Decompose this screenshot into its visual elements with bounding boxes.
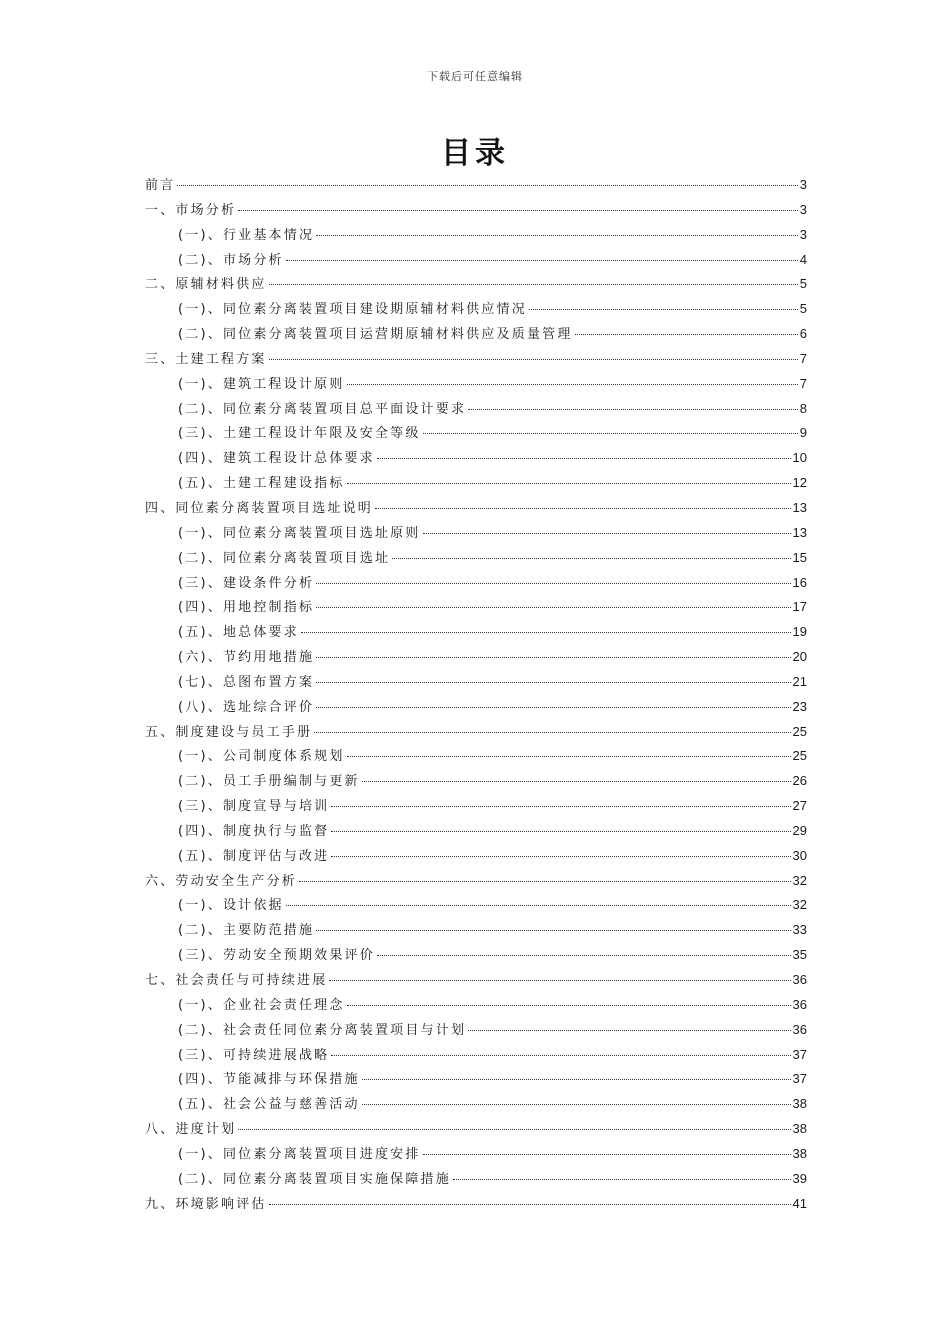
toc-page-number: 7 <box>799 375 807 391</box>
toc-page-number: 16 <box>792 574 807 590</box>
toc-dot-leader <box>347 756 791 757</box>
toc-page-number: 36 <box>792 972 807 987</box>
toc-entry[interactable] <box>145 224 807 249</box>
toc-dot-leader <box>316 607 790 608</box>
toc-entry-text: (一)、设计依据 <box>178 898 284 914</box>
toc-page-number: 9 <box>799 425 807 441</box>
toc-entry[interactable] <box>145 1019 807 1044</box>
toc-entry[interactable] <box>145 199 807 224</box>
toc-page-number: 36 <box>792 1021 807 1037</box>
toc-page-number: 27 <box>792 798 807 814</box>
toc-dot-leader <box>286 905 791 906</box>
header-note: 下载后可任意编辑 <box>427 70 523 83</box>
toc-entry[interactable] <box>145 671 807 696</box>
toc-dot-leader <box>316 657 790 658</box>
toc-dot-leader <box>392 558 790 559</box>
toc-dot-leader <box>362 1104 791 1105</box>
toc-page-number: 17 <box>792 599 807 615</box>
toc-entry[interactable] <box>145 770 807 795</box>
toc-entry[interactable] <box>145 572 807 597</box>
toc-entry-text: (五)、地总体要求 <box>178 625 299 641</box>
toc-entry[interactable] <box>145 721 807 746</box>
toc-page-number: 39 <box>792 1170 807 1186</box>
toc-entry-text: (二)、同位素分离装置项目运营期原辅材料供应及质量管理 <box>178 327 573 343</box>
toc-entry[interactable] <box>145 422 807 447</box>
toc-dot-leader <box>362 1079 791 1080</box>
toc-page-number: 37 <box>792 1071 807 1087</box>
toc-entry[interactable] <box>145 870 807 895</box>
toc-page-number: 38 <box>792 1145 807 1161</box>
toc-entry[interactable] <box>145 845 807 870</box>
toc-dot-leader <box>269 1204 791 1205</box>
toc-entry-text: (一)、企业社会责任理念 <box>178 997 345 1013</box>
toc-dot-leader <box>177 185 797 186</box>
toc-dot-leader <box>316 682 790 683</box>
toc-title: 目录 <box>441 136 509 171</box>
toc-entry[interactable] <box>145 1093 807 1118</box>
toc-dot-leader <box>299 881 791 882</box>
toc-page-number: 19 <box>792 624 807 640</box>
toc-entry-text: (三)、可持续进展战略 <box>178 1047 330 1063</box>
toc-page-number: 15 <box>792 549 807 565</box>
toc-page-number: 23 <box>792 698 807 714</box>
toc-dot-leader <box>529 309 798 310</box>
toc-entry[interactable] <box>145 298 807 323</box>
toc-page-number: 25 <box>792 723 807 739</box>
toc-dot-leader <box>238 1129 790 1130</box>
toc-dot-leader <box>314 732 790 733</box>
toc-entry-text: (二)、员工手册编制与更新 <box>178 774 360 790</box>
toc-entry[interactable] <box>145 547 807 572</box>
toc-page-number: 32 <box>792 897 807 913</box>
toc-entry-text: (五)、社会公益与慈善活动 <box>178 1097 360 1113</box>
toc-entry-text: (二)、同位素分离装置项目总平面设计要求 <box>178 401 467 417</box>
toc-page-number: 38 <box>792 1121 807 1137</box>
toc-entry[interactable] <box>145 1118 807 1143</box>
toc-page-number: 10 <box>792 450 807 466</box>
toc-page-number: 3 <box>799 226 807 242</box>
toc-dot-leader <box>269 284 798 285</box>
toc-entry[interactable] <box>145 894 807 919</box>
toc-entry[interactable] <box>145 174 807 199</box>
toc-entry[interactable] <box>145 919 807 944</box>
toc-page-number: 7 <box>799 350 807 366</box>
toc-entry[interactable] <box>145 447 807 472</box>
toc-entry-text: (三)、劳动安全预期效果评价 <box>178 948 375 964</box>
toc-entry-text: (二)、社会责任同位素分离装置项目与计划 <box>178 1022 467 1038</box>
toc-entry[interactable] <box>145 696 807 721</box>
toc-dot-leader <box>269 359 798 360</box>
toc-entry-text: (一)、公司制度体系规划 <box>178 749 345 765</box>
toc-page-number: 4 <box>799 251 807 267</box>
toc-entry[interactable] <box>145 373 807 398</box>
toc-entry-text: 九、环境影响评估 <box>145 1196 267 1212</box>
toc-entry-text: 八、进度计划 <box>145 1122 237 1138</box>
toc-entry-text: 四、同位素分离装置项目选址说明 <box>145 500 374 516</box>
toc-entry[interactable] <box>145 1143 807 1168</box>
toc-page-number: 38 <box>792 1096 807 1112</box>
toc-page-number: 26 <box>792 773 807 789</box>
table-of-contents <box>145 174 807 1217</box>
toc-page-number: 12 <box>792 475 807 491</box>
toc-entry[interactable] <box>145 522 807 547</box>
toc-dot-leader <box>316 583 790 584</box>
toc-page-number: 5 <box>799 301 807 317</box>
toc-entry-text: (一)、同位素分离装置项目建设期原辅材料供应情况 <box>178 302 527 318</box>
toc-dot-leader <box>575 334 798 335</box>
toc-entry-text: (三)、土建工程设计年限及安全等级 <box>178 426 421 442</box>
toc-entry-text: 七、社会责任与可持续进展 <box>145 973 328 988</box>
toc-entry-text: (二)、主要防范措施 <box>178 923 315 939</box>
toc-entry[interactable] <box>145 969 807 994</box>
toc-dot-leader <box>347 483 791 484</box>
toc-dot-leader <box>238 210 798 211</box>
toc-page-number: 37 <box>792 1046 807 1062</box>
toc-entry-text: (三)、建设条件分析 <box>178 575 315 591</box>
toc-entry-text: 一、市场分析 <box>145 202 237 218</box>
toc-entry-text: 五、制度建设与员工手册 <box>145 724 313 740</box>
toc-page-number: 35 <box>792 947 807 963</box>
toc-dot-leader <box>468 1030 790 1031</box>
toc-entry[interactable] <box>145 745 807 770</box>
toc-entry-text: (八)、选址综合评价 <box>178 699 315 715</box>
toc-entry[interactable] <box>145 1193 807 1218</box>
toc-entry-text: (四)、制度执行与监督 <box>178 823 330 839</box>
toc-entry-text: 二、原辅材料供应 <box>145 277 267 293</box>
toc-entry[interactable] <box>145 472 807 497</box>
toc-dot-leader <box>362 781 791 782</box>
toc-entry-text: (四)、节能减排与环保措施 <box>178 1072 360 1088</box>
toc-page-number: 6 <box>799 326 807 342</box>
toc-page-number: 3 <box>799 201 807 217</box>
toc-entry[interactable] <box>145 820 807 845</box>
toc-entry-text: (四)、用地控制指标 <box>178 600 315 616</box>
toc-dot-leader <box>331 1055 790 1056</box>
toc-entry-text: (一)、行业基本情况 <box>178 227 315 243</box>
toc-page-number: 36 <box>792 996 807 1012</box>
toc-page-number: 8 <box>799 400 807 416</box>
toc-dot-leader <box>377 458 791 459</box>
toc-dot-leader <box>375 508 791 509</box>
toc-dot-leader <box>377 955 791 956</box>
toc-dot-leader <box>316 707 790 708</box>
toc-entry[interactable] <box>145 1168 807 1193</box>
toc-dot-leader <box>423 433 798 434</box>
toc-entry-text: (一)、同位素分离装置项目进度安排 <box>178 1146 421 1162</box>
toc-page-number: 13 <box>792 524 807 540</box>
toc-page-number: 33 <box>792 922 807 938</box>
toc-entry-text: (一)、同位素分离装置项目选址原则 <box>178 525 421 541</box>
toc-page-number: 13 <box>792 499 807 515</box>
toc-entry-text: (五)、土建工程建设指标 <box>178 476 345 492</box>
toc-entry-text: (七)、总图布置方案 <box>178 674 315 690</box>
toc-entry[interactable] <box>145 944 807 969</box>
toc-page-number: 3 <box>799 177 807 192</box>
toc-dot-leader <box>423 1154 791 1155</box>
toc-entry-text: (四)、建筑工程设计总体要求 <box>178 451 375 467</box>
toc-entry[interactable] <box>145 1068 807 1093</box>
toc-entry[interactable] <box>145 795 807 820</box>
toc-page-number: 41 <box>792 1195 807 1211</box>
toc-entry[interactable] <box>145 273 807 298</box>
toc-entry[interactable] <box>145 249 807 274</box>
toc-dot-leader <box>468 409 798 410</box>
toc-dot-leader <box>453 1179 791 1180</box>
toc-dot-leader <box>316 235 798 236</box>
toc-page-number: 5 <box>799 276 807 292</box>
toc-entry[interactable] <box>145 1044 807 1069</box>
toc-dot-leader <box>331 856 790 857</box>
toc-entry[interactable] <box>145 323 807 348</box>
toc-dot-leader <box>331 831 790 832</box>
toc-dot-leader <box>316 930 790 931</box>
toc-dot-leader <box>286 260 798 261</box>
toc-page-number: 32 <box>792 872 807 888</box>
toc-dot-leader <box>423 533 791 534</box>
toc-entry[interactable] <box>145 596 807 621</box>
toc-entry-text: 三、土建工程方案 <box>145 351 267 367</box>
toc-entry-text: (三)、制度宣导与培训 <box>178 799 330 815</box>
toc-entry-text: (二)、同位素分离装置项目选址 <box>178 550 391 566</box>
toc-dot-leader <box>301 632 791 633</box>
toc-entry[interactable] <box>145 348 807 373</box>
toc-dot-leader <box>331 806 790 807</box>
toc-dot-leader <box>347 1005 791 1006</box>
toc-page-number: 29 <box>792 822 807 838</box>
toc-dot-leader <box>347 384 798 385</box>
toc-entry-text: (六)、节约用地措施 <box>178 650 315 666</box>
toc-entry[interactable] <box>145 621 807 646</box>
toc-page-number: 21 <box>792 673 807 689</box>
toc-entry[interactable] <box>145 646 807 671</box>
toc-entry-text: 前言 <box>145 178 176 193</box>
toc-page-number: 20 <box>792 649 807 665</box>
toc-entry[interactable] <box>145 994 807 1019</box>
toc-entry-text: (一)、建筑工程设计原则 <box>178 376 345 392</box>
toc-page-number: 30 <box>792 847 807 863</box>
toc-entry-text: (二)、同位素分离装置项目实施保障措施 <box>178 1171 451 1187</box>
toc-entry-text: (二)、市场分析 <box>178 252 284 268</box>
toc-page-number: 25 <box>792 748 807 764</box>
toc-dot-leader <box>329 980 790 981</box>
toc-entry[interactable] <box>145 497 807 522</box>
toc-entry-text: 六、劳动安全生产分析 <box>145 873 298 889</box>
toc-entry[interactable] <box>145 398 807 423</box>
toc-entry-text: (五)、制度评估与改进 <box>178 848 330 864</box>
